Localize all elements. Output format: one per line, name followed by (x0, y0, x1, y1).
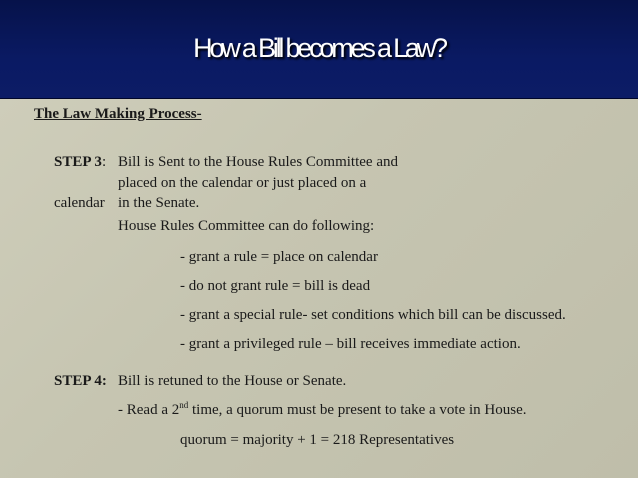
step4-line-1: Bill is retuned to the House or Senate. (118, 373, 347, 389)
slide-title: How a Bill becomes a Law? (193, 33, 445, 63)
step4-line-2-suffix: time, a quorum must be present to take a vote in House. (188, 402, 527, 418)
step4-label: STEP 4: (54, 373, 107, 389)
step4-line-2 (118, 402, 527, 419)
step3-colon: : (101, 154, 107, 170)
rule-option-4: - grant a privileged rule – bill receives immediate action. (180, 336, 521, 352)
step3-line-1: Bill is Sent to the House Rules Committee and (118, 154, 398, 170)
step4-line-2-prefix: - Read a 2 (118, 402, 180, 418)
section-heading: The Law Making Process- (34, 106, 202, 122)
step3-line-3: in the Senate. (118, 195, 200, 211)
title-bar (0, 0, 638, 99)
rule-option-1: - grant a rule = place on calendar (180, 249, 378, 265)
step4-line-2-superscript: nd (179, 400, 189, 410)
rule-option-2: - do not grant rule = bill is dead (180, 278, 371, 294)
step4-line-3: quorum = majority + 1 = 218 Representatives (180, 432, 455, 448)
step3-calendar-word: calendar (54, 195, 105, 211)
rule-option-3: - grant a special rule- set conditions which bill can be discussed. (180, 307, 566, 323)
step3-line-2: placed on the calendar or just placed on a (118, 175, 367, 191)
step3-label: STEP 3 (54, 154, 102, 170)
step3-label-group (54, 154, 106, 171)
step3-line-4: House Rules Committee can do following: (118, 218, 375, 234)
